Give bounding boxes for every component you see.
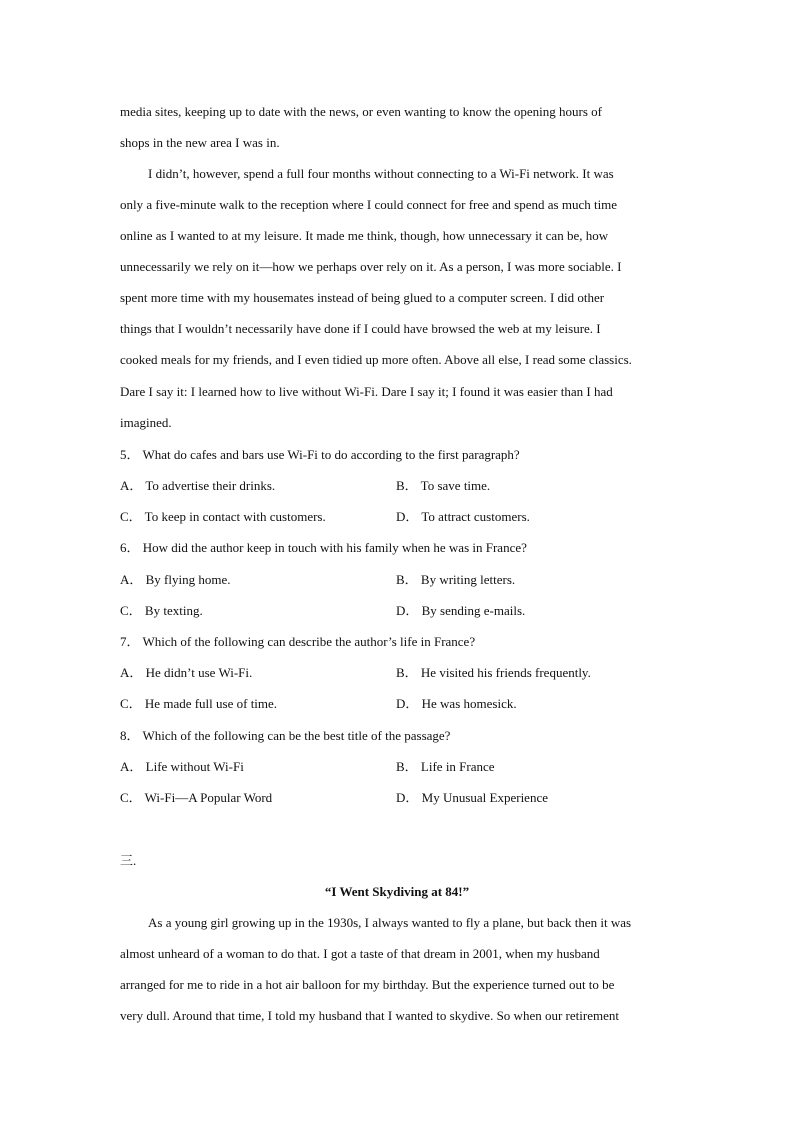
question-stem: 8． Which of the following can be the best title of the passage? bbox=[120, 728, 451, 743]
passage-line: imagined. bbox=[120, 415, 172, 430]
option-b: B． He visited his friends frequently. bbox=[396, 665, 591, 680]
passage-line: very dull. Around that time, I told my husband that I wanted to skydive. So when our retirement bbox=[120, 1008, 619, 1023]
option-b: B． By writing letters. bbox=[396, 572, 516, 587]
passage-line: cooked meals for my friends, and I even tidied up more often. Above all else, I read some classics. bbox=[120, 352, 632, 367]
passage-line: online as I wanted to at my leisure. It made me think, though, how unnecessary it can be, how bbox=[120, 228, 609, 243]
question-stem: 6． How did the author keep in touch with his family when he was in France? bbox=[120, 540, 527, 555]
passage-line: arranged for me to ride in a hot air balloon for my birthday. But the experience turned out to be bbox=[120, 977, 615, 992]
option-c: C． He made full use of time. bbox=[120, 696, 278, 711]
question-stem: 7． Which of the following can describe the author’s life in France? bbox=[120, 634, 476, 649]
passage-line: almost unheard of a woman to do that. I got a taste of that dream in 2001, when my husband bbox=[120, 946, 600, 961]
option-c: C． By texting. bbox=[120, 603, 203, 618]
passage-line: shops in the new area I was in. bbox=[120, 135, 280, 150]
passage-line: only a five-minute walk to the reception where I could connect for free and spend as much time bbox=[120, 197, 618, 212]
option-a: A． To advertise their drinks. bbox=[120, 478, 276, 493]
passage-line: things that I wouldn’t necessarily have done if I could have browsed the web at my leisure. I bbox=[120, 321, 601, 336]
option-b: B． Life in France bbox=[396, 759, 495, 774]
option-c: C． Wi-Fi—A Popular Word bbox=[120, 790, 273, 805]
option-b: B． To save time. bbox=[396, 478, 491, 493]
passage-line: media sites, keeping up to date with the news, or even wanting to know the opening hours of bbox=[120, 104, 602, 119]
passage-line: spent more time with my housemates instead of being glued to a computer screen. I did other bbox=[120, 290, 605, 305]
passage-title: “I Went Skydiving at 84!” bbox=[324, 884, 470, 899]
question-stem: 5． What do cafes and bars use Wi-Fi to do according to the first paragraph? bbox=[120, 447, 520, 462]
passage-paragraph-start: I didn’t, however, spend a full four months without connecting to a Wi-Fi network. It was bbox=[148, 166, 614, 181]
passage-paragraph-start: As a young girl growing up in the 1930s, I always wanted to fly a plane, but back then it was bbox=[148, 915, 632, 930]
option-d: D． My Unusual Experience bbox=[396, 790, 548, 805]
option-a: A． By flying home. bbox=[120, 572, 231, 587]
option-c: C． To keep in contact with customers. bbox=[120, 509, 326, 524]
section-marker: 三. bbox=[120, 853, 137, 868]
option-a: A． He didn’t use Wi-Fi. bbox=[120, 665, 253, 680]
option-d: D． He was homesick. bbox=[396, 696, 517, 711]
option-d: D． To attract customers. bbox=[396, 509, 530, 524]
option-a: A． Life without Wi-Fi bbox=[120, 759, 244, 774]
passage-line: unnecessarily we rely on it—how we perhaps over rely on it. As a person, I was more sociable. I bbox=[120, 259, 622, 274]
passage-line: Dare I say it: I learned how to live without Wi-Fi. Dare I say it; I found it was easier than I had bbox=[120, 384, 613, 399]
option-d: D． By sending e-mails. bbox=[396, 603, 526, 618]
